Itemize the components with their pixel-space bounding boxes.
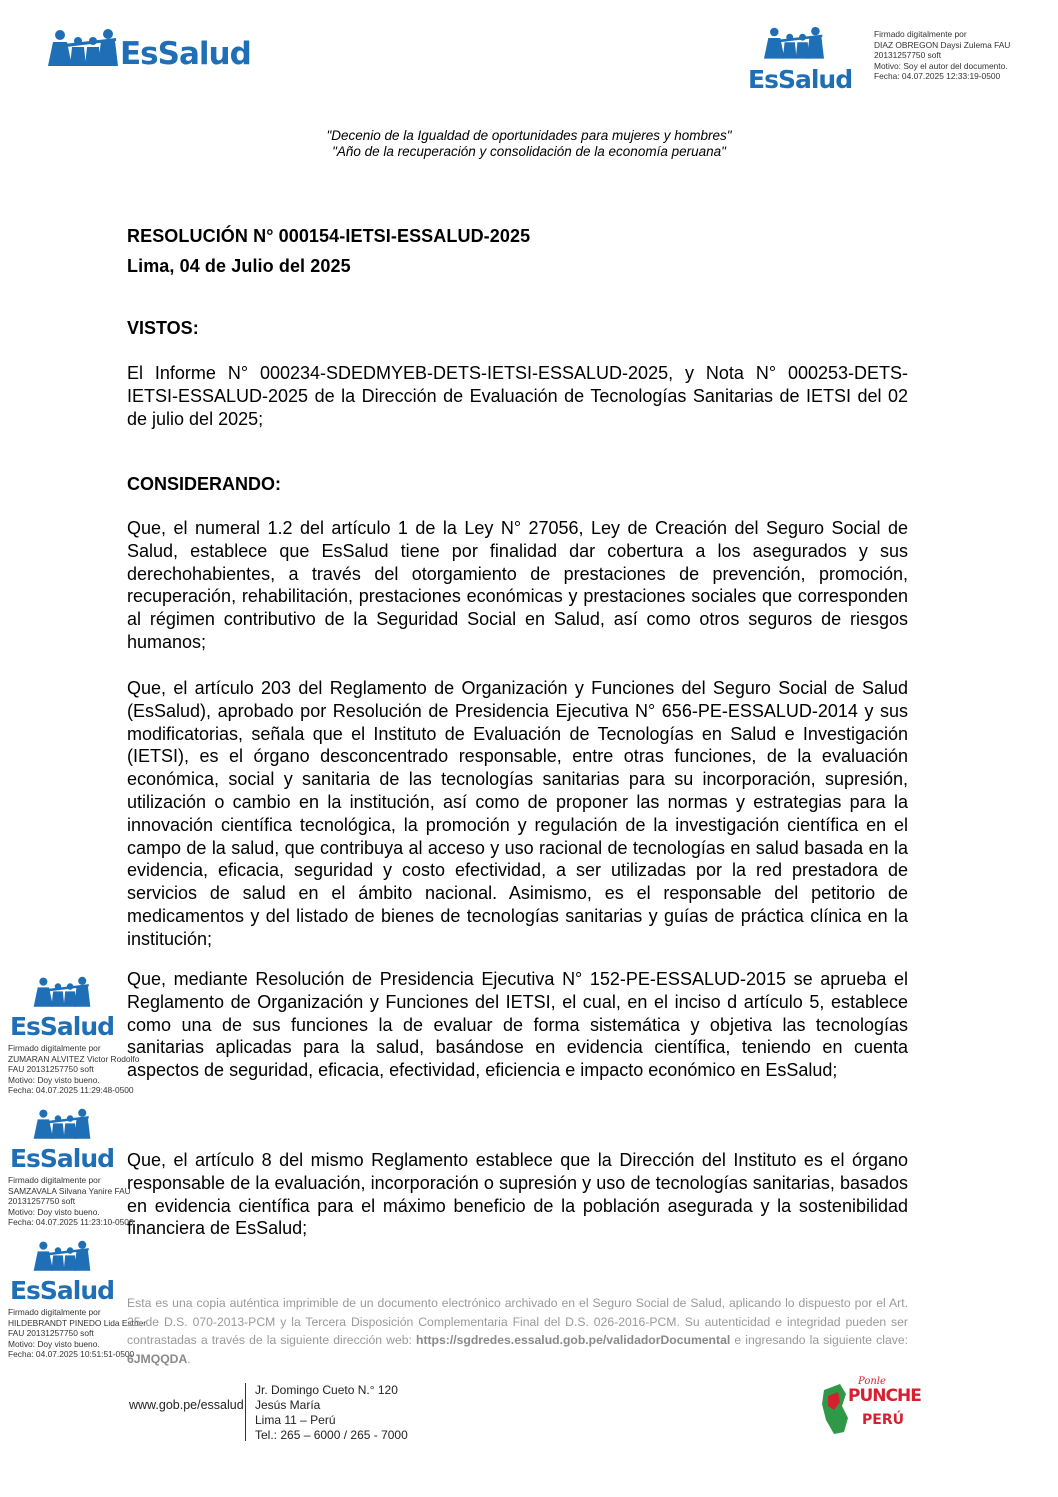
essalud-wordmark: EsSalud <box>9 1012 115 1041</box>
signature-line: SAMZAVALA Silvana Yanire FAU <box>8 1185 131 1196</box>
quote-line-2: "Año de la recuperación y consolidación de la economía peruana" <box>332 144 726 159</box>
signature-line: Firmado digitalmente por <box>874 29 967 39</box>
authenticity-note-end: . <box>187 1351 191 1366</box>
authenticity-note <box>127 1294 908 1368</box>
authenticity-note-text: e ingresando la siguiente clave: <box>730 1333 908 1347</box>
signature-line: Firmado digitalmente por <box>8 1175 101 1185</box>
essalud-wordmark: EsSalud <box>9 1144 115 1173</box>
family-figures-icon <box>762 26 826 62</box>
signature-line: Fecha: 04.07.2025 12:33:19-0500 <box>874 71 1001 81</box>
website-link[interactable]: www.gob.pe/essalud <box>129 1398 244 1412</box>
essalud-logo-header-right <box>748 26 853 94</box>
verification-key: 6JMQQDA <box>127 1351 188 1366</box>
address-line: Jesús María <box>255 1398 321 1412</box>
signature-line: Fecha: 04.07.2025 11:23:10-0500 <box>8 1217 134 1227</box>
decade-year-quotes <box>0 128 1058 160</box>
resolution-place-date: Lima, 04 de Julio del 2025 <box>127 256 351 276</box>
signature-line: Firmado digitalmente por <box>8 1307 101 1317</box>
signature-line: Motivo: Doy visto bueno. <box>8 1206 100 1217</box>
side-signature-2 <box>8 1108 134 1228</box>
side-signature-3 <box>8 1240 147 1360</box>
campaign-punche-text: PUNCHE <box>848 1386 921 1406</box>
ponle-punche-peru-logo <box>818 1376 921 1440</box>
signature-line: 20131257750 soft <box>874 50 942 60</box>
considerando-title: CONSIDERANDO: <box>127 474 282 494</box>
essalud-wordmark: EsSalud <box>748 65 853 94</box>
considerando-paragraph-4: Que, el artículo 8 del mismo Reglamento establece que la Dirección del Instituto es el órgano responsable de la evaluación, incorporación o supresión y uso de tecnologías sanitarias, basados en evidencia científica para el máximo beneficio de la población asegurada y la sostenibilidad financiera de EsSalud; <box>127 1150 908 1239</box>
considerando-paragraph-1: Que, el numeral 1.2 del artículo 1 de la Ley N° 27056, Ley de Creación del Seguro Social de Salud, establece que EsSalud tiene por finalidad dar cobertura a los asegurados y sus derechohabientes, a través del otorgamiento de prestaciones de prevención, promoción, recuperación, rehabilitación, prestaciones económicas y prestaciones sociales que corresponden al régimen contributivo de la Seguridad Social en Salud, así como otros seguros de riesgos humanos; <box>127 518 908 652</box>
vistos-text: El Informe N° 000234-SDEDMYEB-DETS-IETSI-ESSALUD-2025, y Nota N° 000253-DETS-IETSI-ESSALUD-2025 de la Dirección de Evaluación de Tecnologías Sanitarias de IETSI del 02 de julio del 2025; <box>127 363 908 429</box>
signature-line: Firmado digitalmente por <box>8 1043 101 1053</box>
address-line: Lima 11 – Perú <box>255 1413 336 1427</box>
quote-line-1: "Decenio de la Igualdad de oportunidades para mujeres y hombres" <box>326 128 732 143</box>
address-block <box>255 1383 408 1443</box>
signature-line: FAU 20131257750 soft <box>8 1064 94 1074</box>
campaign-peru-text: PERÚ <box>862 1412 904 1428</box>
signature-line: Motivo: Doy visto bueno. <box>8 1074 100 1085</box>
signature-line: FAU 20131257750 soft <box>8 1328 94 1338</box>
essalud-wordmark: EsSalud <box>120 36 251 72</box>
side-signature-1 <box>8 976 140 1096</box>
signature-line: Motivo: Soy el autor del documento. <box>874 60 1008 71</box>
address-line: Tel.: 265 – 6000 / 265 - 7000 <box>255 1428 408 1442</box>
validator-url-link[interactable]: https://sgdredes.essalud.gob.pe/validadorDocumental <box>416 1333 731 1347</box>
resolution-number: RESOLUCIÓN N° 000154-IETSI-ESSALUD-2025 <box>127 226 531 246</box>
considerando-paragraph-3: Que, mediante Resolución de Presidencia Ejecutiva N° 152-PE-ESSALUD-2015 se aprueba el Reglamento de Organización y Funciones del IETSI, el cual, en el inciso d artículo 5, establece como una de sus funciones la de evaluar de forma sistemática y objetiva las tecnologías sanitarias aplicadas para la salud, basándose en evidencia científica, teniendo en cuenta aspectos de seguridad, eficacia, efectividad, eficiencia e impacto económico en EsSalud; <box>127 969 908 1081</box>
campaign-ponle-text: Ponle <box>858 1376 886 1387</box>
considerando-paragraph-2: Que, el artículo 203 del Reglamento de Organización y Funciones del Seguro Social de Salud (EsSalud), aprobado por Resolución de Presidencia Ejecutiva N° 656-PE-ESSALUD-2014 y sus modificatorias, señala que el Instituto de Evaluación de Tecnologías en Salud e Investigación (IETSI), es el órgano desconcentrado responsable, entre otras funciones, de la evaluación económica, social y sanitaria de las tecnologías sanitarias para su incorporación, supresión, utilización o cambio en la institución, así como de proponer las normas y estrategias para la innovación científica tecnológica, la promoción y regulación de la investigación científica en el campo de la salud, que contribuya al acceso y uso racional de tecnologías en salud basada en la evidencia, eficacia, seguridad y costo efectividad, a ser utilizadas por la red prestadora de servicios de salud en el ámbito nacional. Asimismo, es el responsable del petitorio de medicamentos y del listado de bienes de tecnologías sanitarias y guías de práctica clínica en la institución; <box>127 678 908 949</box>
vistos-title: VISTOS: <box>127 318 199 338</box>
essalud-logo-header-left <box>48 28 251 70</box>
family-figures-icon <box>48 28 118 70</box>
authenticity-note-text: Esta es una copia auténtica imprimible de un documento electrónico archivado en el Seguro Social de Salud, aplicando lo dispuesto por el Art. 25 de D.S. 070-2013-PCM y la Tercera Disposición Complementaria Final del D.S. 026-2016-PCM. Su autenticidad e integridad pueden ser contrastadas a través de la siguiente dirección web: <box>127 1296 908 1347</box>
signature-line: Fecha: 04.07.2025 10:51:51-0500 <box>8 1349 135 1359</box>
essalud-wordmark: EsSalud <box>9 1276 115 1305</box>
family-figures-icon <box>32 976 92 1010</box>
signature-line: Fecha: 04.07.2025 11:29:48-0500 <box>8 1085 134 1095</box>
signature-line: HILDEBRANDT PINEDO Lida Esther <box>8 1317 147 1328</box>
family-figures-icon <box>32 1240 92 1274</box>
signature-line: ZUMARAN ALVITEZ Victor Rodolfo <box>8 1053 140 1064</box>
signature-line: Motivo: Doy visto bueno. <box>8 1338 100 1349</box>
signature-line: DIAZ OBREGON Daysi Zulema FAU <box>874 39 1011 50</box>
footer-divider <box>245 1383 246 1441</box>
address-line: Jr. Domingo Cueto N.° 120 <box>255 1383 398 1397</box>
family-figures-icon <box>32 1108 92 1142</box>
digital-signature-header <box>874 29 1010 82</box>
signature-line: 20131257750 soft <box>8 1196 76 1206</box>
